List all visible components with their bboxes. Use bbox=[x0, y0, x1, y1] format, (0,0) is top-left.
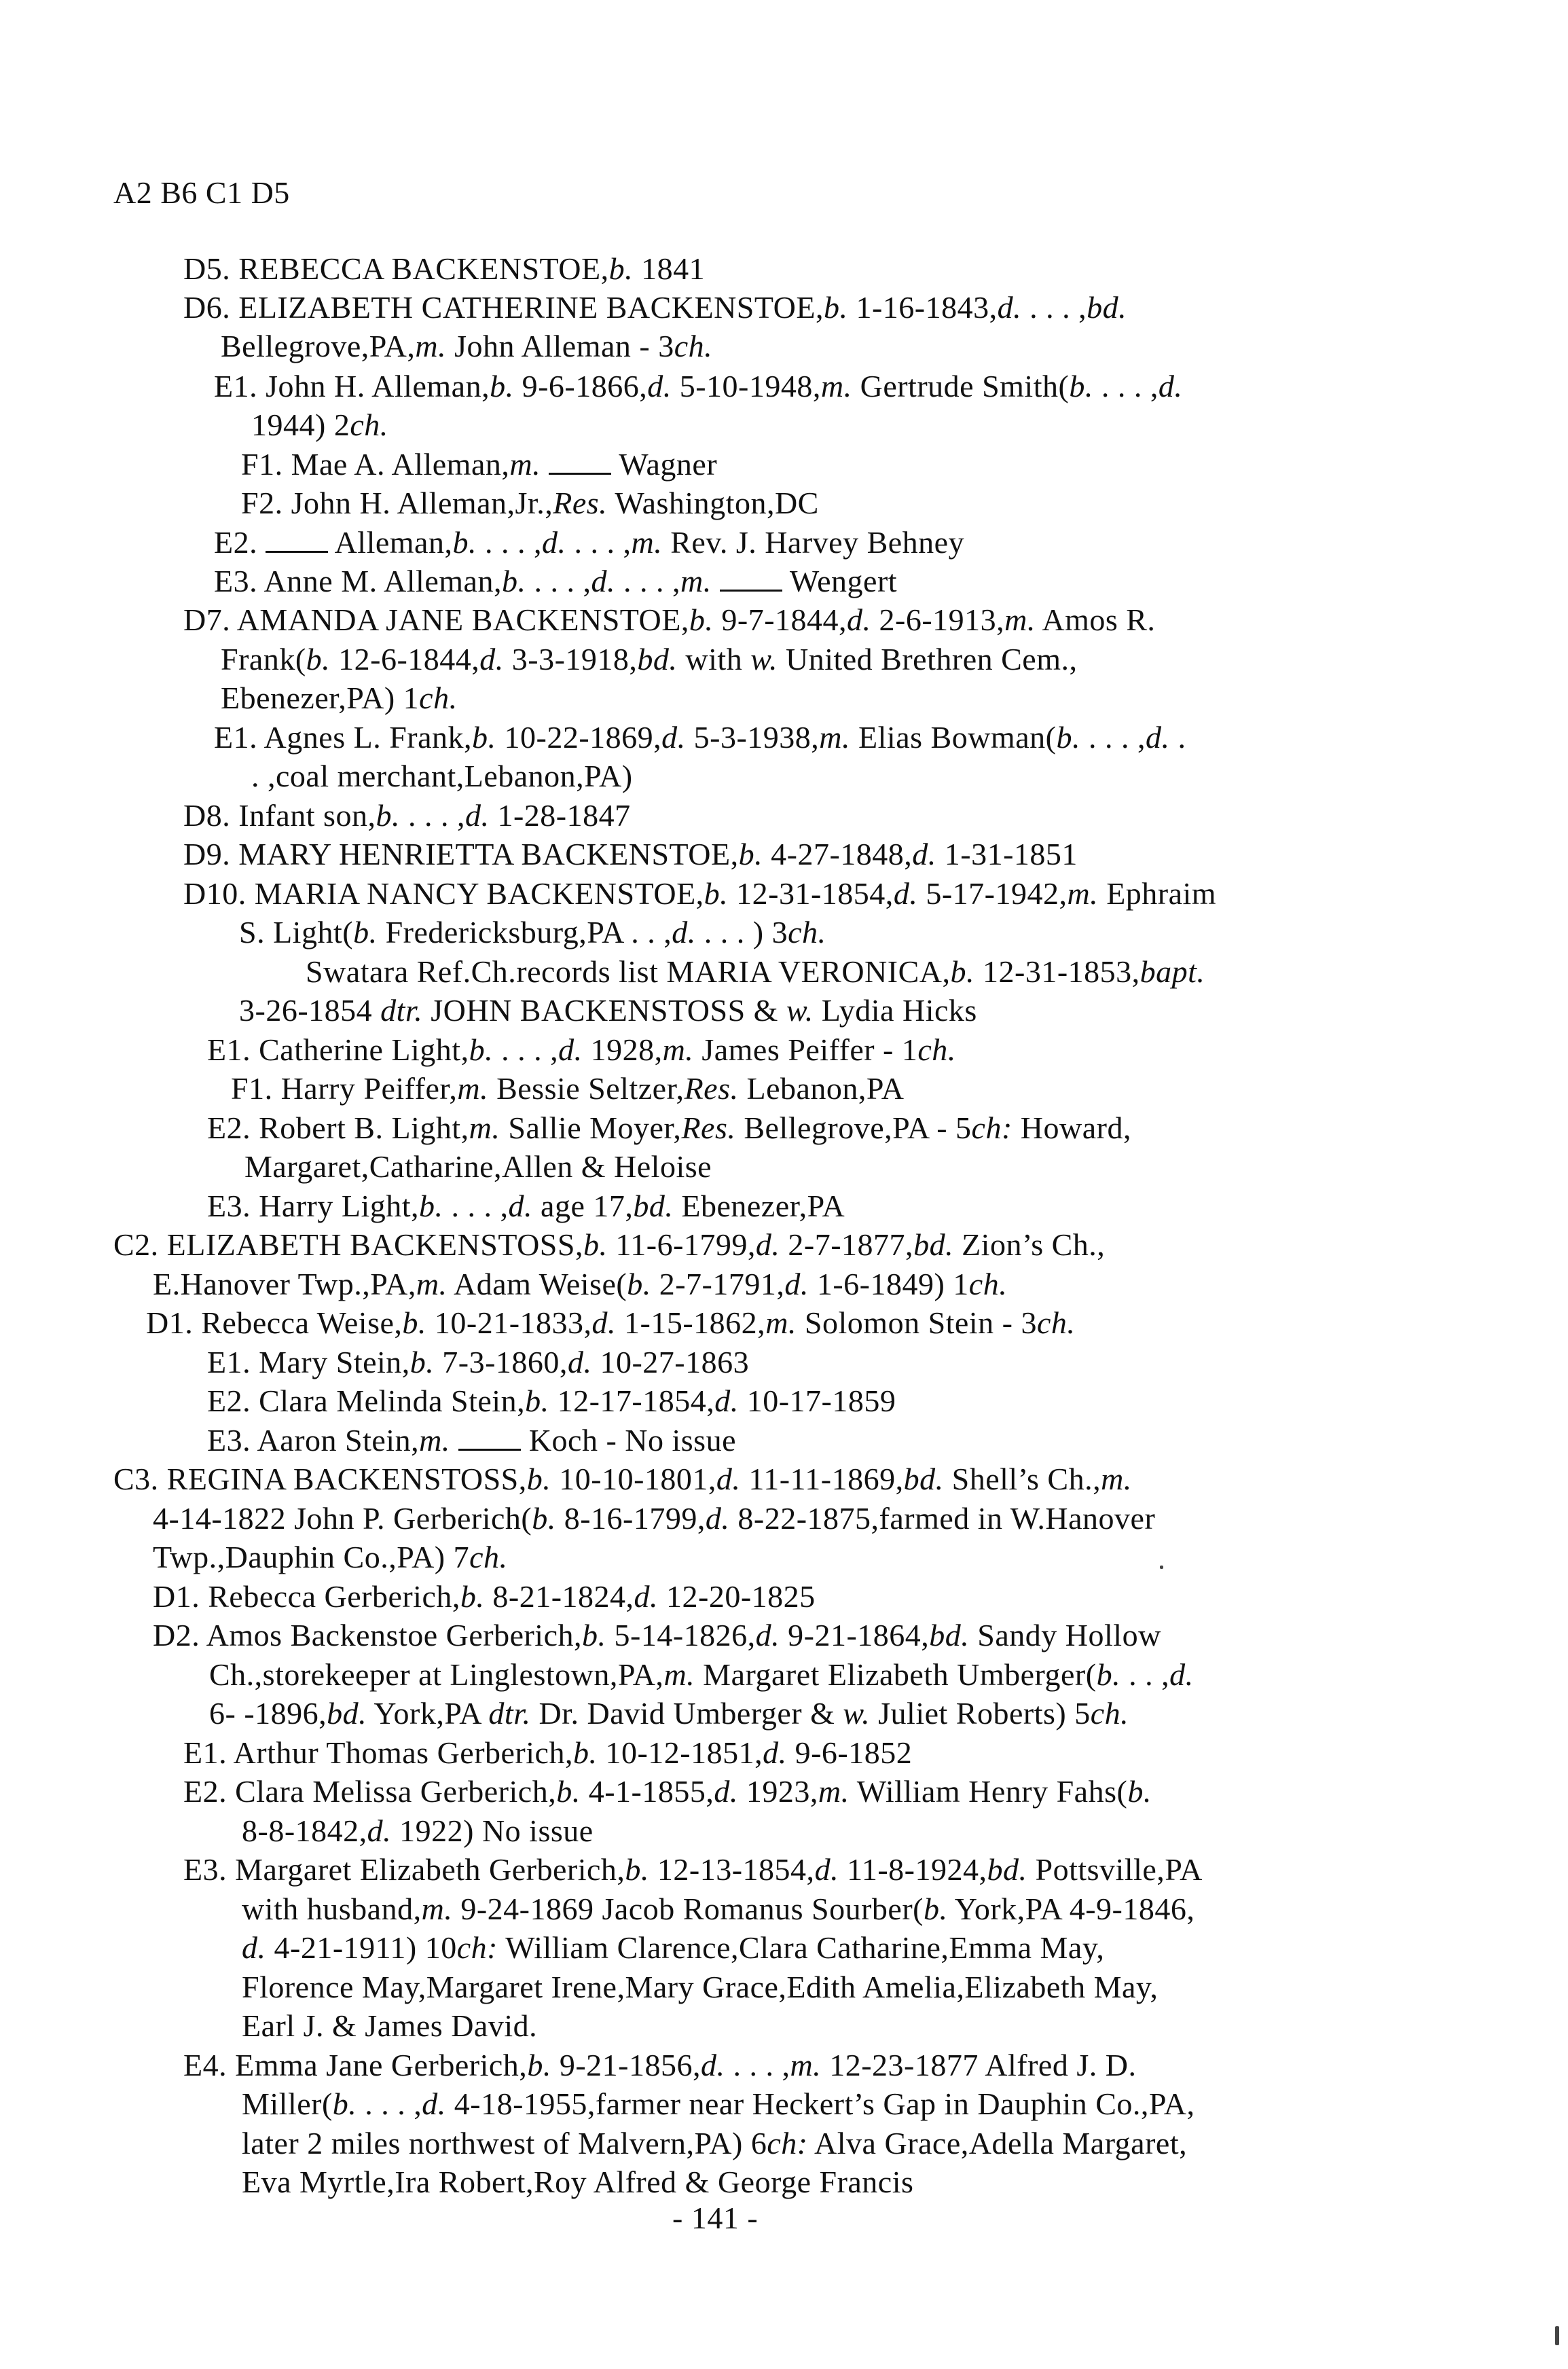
entry-line: D5. REBECCA BACKENSTOE,b. 1841 bbox=[183, 251, 706, 286]
entry-line: E2. Alleman,b. . . . ,d. . . . ,m. Rev. J. Harvey Behney bbox=[214, 525, 965, 560]
entry-line: F2. John H. Alleman,Jr.,Res. Washington,DC bbox=[241, 486, 819, 520]
entry-line: Miller(b. . . . ,d. 4-18-1955,farmer near Heckert’s Gap in Dauphin Co.,PA, bbox=[242, 2086, 1195, 2121]
entry-line: 6- -1896,bd. York,PA dtr. Dr. David Umberger & w. Juliet Roberts) 5ch. bbox=[209, 1696, 1129, 1731]
entry-line: Ebenezer,PA) 1ch. bbox=[221, 681, 458, 715]
entry-line: later 2 miles northwest of Malvern,PA) 6ch: Alva Grace,Adella Margaret, bbox=[242, 2126, 1188, 2160]
entry-line: Eva Myrtle,Ira Robert,Roy Alfred & George Francis bbox=[242, 2165, 914, 2199]
entry-line: Swatara Ref.Ch.records list MARIA VERONICA,b. 12-31-1853,bapt. bbox=[306, 954, 1205, 989]
entry-line: D1. Rebecca Weise,b. 10-21-1833,d. 1-15-1862,m. Solomon Stein - 3ch. bbox=[146, 1305, 1076, 1340]
page-number: - 141 - bbox=[672, 2201, 759, 2235]
entry-line: Bellegrove,PA,m. John Alleman - 3ch. bbox=[221, 329, 713, 363]
entry-line: E3. Anne M. Alleman,b. . . . ,d. . . . ,m. Wengert bbox=[214, 564, 898, 598]
entry-line: E2. Clara Melinda Stein,b. 12-17-1854,d. 10-17-1859 bbox=[207, 1384, 896, 1418]
entry-line: 3-26-1854 dtr. JOHN BACKENSTOSS & w. Lydia Hicks bbox=[239, 993, 977, 1028]
entry-line: Florence May,Margaret Irene,Mary Grace,Edith Amelia,Elizabeth May, bbox=[242, 1970, 1159, 2004]
entry-line: 4-14-1822 John P. Gerberich(b. 8-16-1799,d. 8-22-1875,farmed in W.Hanover bbox=[153, 1501, 1156, 1536]
entry-line: D6. ELIZABETH CATHERINE BACKENSTOE,b. 1-16-1843,d. . . . ,bd. bbox=[183, 290, 1127, 325]
entry-line: S. Light(b. Fredericksburg,PA . . ,d. . . . ) 3ch. bbox=[239, 915, 826, 950]
entry-line: D10. MARIA NANCY BACKENSTOE,b. 12-31-1854,d. 5-17-1942,m. Ephraim bbox=[183, 876, 1217, 911]
entry-line: d. 4-21-1911) 10ch: William Clarence,Clara Catharine,Emma May, bbox=[242, 1930, 1105, 1965]
entry-line: E4. Emma Jane Gerberich,b. 9-21-1856,d. . . . ,m. 12-23-1877 Alfred J. D. bbox=[183, 2048, 1137, 2082]
entry-line: Ch.,storekeeper at Linglestown,PA,m. Margaret Elizabeth Umberger(b. . . ,d. bbox=[209, 1657, 1194, 1692]
entry-line: C3. REGINA BACKENSTOSS,b. 10-10-1801,d. 11-11-1869,bd. Shell’s Ch.,m. bbox=[113, 1462, 1132, 1496]
entry-line: E1. John H. Alleman,b. 9-6-1866,d. 5-10-1948,m. Gertrude Smith(b. . . . ,d. bbox=[214, 369, 1183, 403]
entry-line: E1. Catherine Light,b. . . . ,d. 1928,m. James Peiffer - 1ch. bbox=[207, 1032, 956, 1067]
stray-mark bbox=[1160, 1566, 1163, 1569]
entry-line: E2. Clara Melissa Gerberich,b. 4-1-1855,d. 1923,m. William Henry Fahs(b. bbox=[183, 1774, 1152, 1809]
entry-line: E2. Robert B. Light,m. Sallie Moyer,Res. Bellegrove,PA - 5ch: Howard, bbox=[207, 1110, 1131, 1145]
entry-line: D8. Infant son,b. . . . ,d. 1-28-1847 bbox=[183, 798, 631, 833]
entry-line: Margaret,Catharine,Allen & Heloise bbox=[244, 1149, 712, 1184]
entry-line: E3. Aaron Stein,m. Koch - No issue bbox=[207, 1423, 736, 1458]
entry-line: Frank(b. 12-6-1844,d. 3-3-1918,bd. with w. United Brethren Cem., bbox=[221, 642, 1078, 676]
entry-line: D1. Rebecca Gerberich,b. 8-21-1824,d. 12-20-1825 bbox=[153, 1579, 816, 1614]
entry-line: C2. ELIZABETH BACKENSTOSS,b. 11-6-1799,d. 2-7-1877,bd. Zion’s Ch., bbox=[113, 1227, 1106, 1262]
entry-line: D7. AMANDA JANE BACKENSTOE,b. 9-7-1844,d. 2-6-1913,m. Amos R. bbox=[183, 602, 1156, 637]
entry-line: Twp.,Dauphin Co.,PA) 7ch. bbox=[153, 1540, 508, 1574]
entry-line: E3. Harry Light,b. . . . ,d. age 17,bd. Ebenezer,PA bbox=[207, 1189, 845, 1223]
entry-line: E3. Margaret Elizabeth Gerberich,b. 12-13-1854,d. 11-8-1924,bd. Pottsville,PA bbox=[183, 1852, 1203, 1887]
entry-line: F1. Harry Peiffer,m. Bessie Seltzer,Res. Lebanon,PA bbox=[231, 1071, 905, 1106]
entry-line: E1. Mary Stein,b. 7-3-1860,d. 10-27-1863 bbox=[207, 1345, 750, 1379]
page-header-code: A2 B6 C1 D5 bbox=[113, 175, 290, 210]
entry-line: E1. Arthur Thomas Gerberich,b. 10-12-1851,d. 9-6-1852 bbox=[183, 1735, 913, 1770]
entry-line: . ,coal merchant,Lebanon,PA) bbox=[251, 759, 633, 793]
entry-line: with husband,m. 9-24-1869 Jacob Romanus Sourber(b. York,PA 4-9-1846, bbox=[242, 1892, 1195, 1926]
stray-mark bbox=[1555, 2326, 1559, 2345]
entry-line: Earl J. & James David. bbox=[242, 2008, 538, 2043]
entry-line: 1944) 2ch. bbox=[251, 408, 388, 442]
entry-line: D9. MARY HENRIETTA BACKENSTOE,b. 4-27-1848,d. 1-31-1851 bbox=[183, 837, 1078, 871]
entry-line: F1. Mae A. Alleman,m. Wagner bbox=[241, 447, 718, 482]
entry-line: E.Hanover Twp.,PA,m. Adam Weise(b. 2-7-1791,d. 1-6-1849) 1ch. bbox=[153, 1267, 1008, 1301]
entry-line: E1. Agnes L. Frank,b. 10-22-1869,d. 5-3-1938,m. Elias Bowman(b. . . . ,d. . bbox=[214, 720, 1186, 755]
entry-line: D2. Amos Backenstoe Gerberich,b. 5-14-1826,d. 9-21-1864,bd. Sandy Hollow bbox=[153, 1618, 1161, 1652]
entry-line: 8-8-1842,d. 1922) No issue bbox=[242, 1813, 594, 1848]
